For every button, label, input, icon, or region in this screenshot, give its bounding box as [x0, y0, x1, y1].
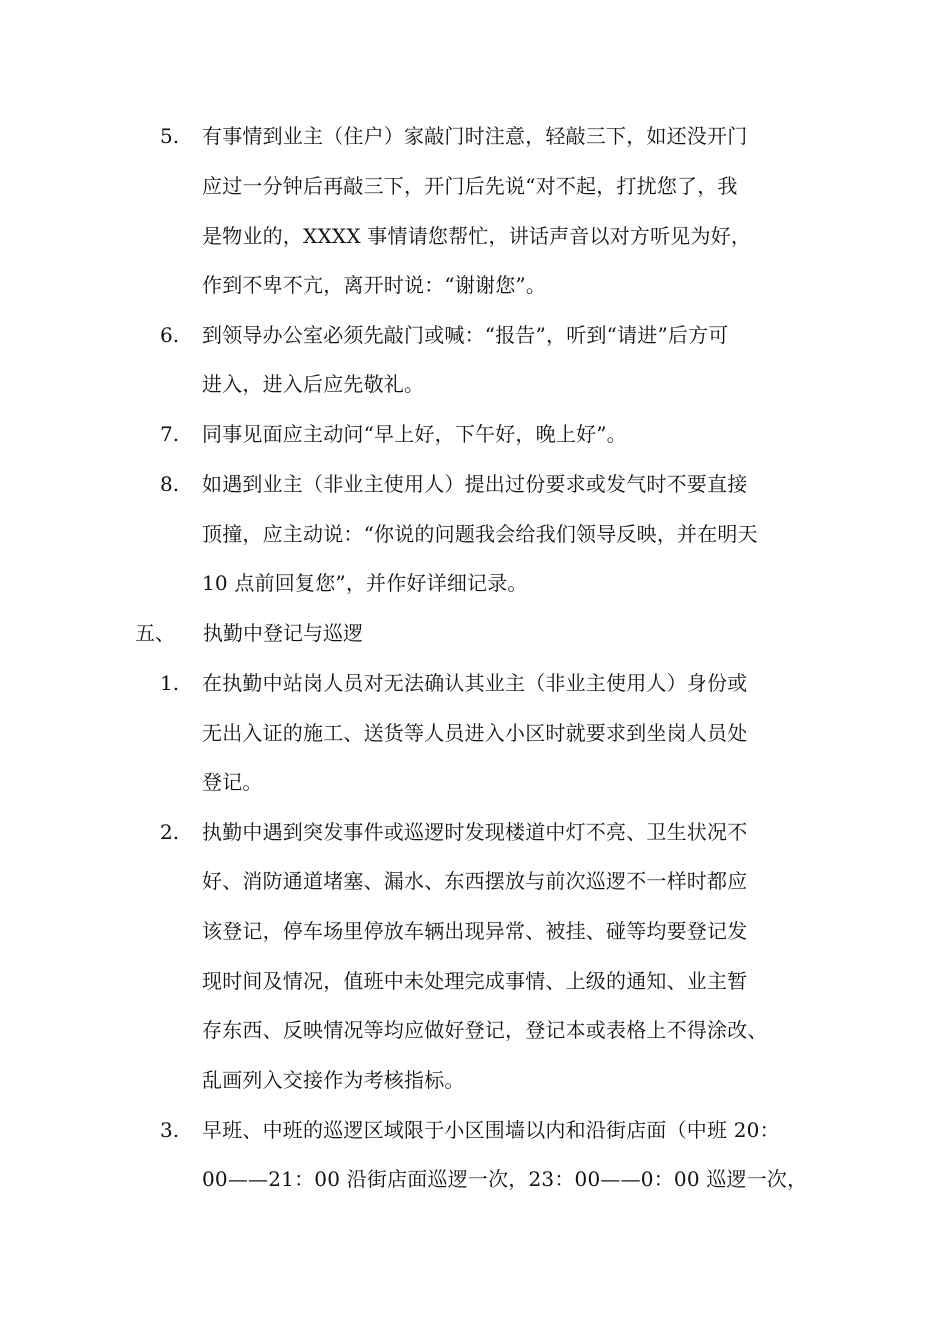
item-number: 6.: [160, 323, 180, 347]
item-text-line: 顶撞，应主动说：“你说的问题我会给我们领导反映，并在明天: [202, 522, 758, 546]
item-text-line: 无出入证的施工、送货等人员进入小区时就要求到坐岗人员处: [202, 721, 748, 745]
item-text-line: 00——21：00 沿街店面巡逻一次，23：00——0：00 巡逻一次，: [202, 1167, 808, 1191]
item-text-line: 如遇到业主（非业主使用人）提出过份要求或发气时不要直接: [202, 472, 748, 496]
item-text-line: 执勤中遇到突发事件或巡逻时发现楼道中灯不亮、卫生状况不: [202, 820, 748, 844]
item-text-line: 10 点前回复您”，并作好详细记录。: [202, 571, 528, 595]
item-number: 7.: [160, 422, 180, 446]
item-text-line: 作到不卑不亢，离开时说：“谢谢您”。: [202, 273, 547, 297]
item-text-line: 有事情到业主（住户）家敲门时注意，轻敲三下，如还没开门: [202, 124, 748, 148]
item-text-line: 好、消防通道堵塞、漏水、东西摆放与前次巡逻不一样时都应: [202, 869, 748, 893]
item-text-line: 早班、中班的巡逻区域限于小区围墙以内和沿街店面（中班 20：: [202, 1118, 780, 1142]
item-text-line: 同事见面应主动问“早上好，下午好，晚上好”。: [202, 422, 627, 446]
item-number: 5.: [160, 124, 180, 148]
item-text-line: 到领导办公室必须先敲门或喊：“报告”，听到“请进”后方可: [202, 323, 729, 347]
item-text-line: 现时间及情况，值班中未处理完成事情、上级的通知、业主暂: [202, 969, 748, 993]
section-number: 五、: [135, 621, 175, 645]
item-number: 1.: [160, 671, 180, 695]
item-text-line: 应过一分钟后再敲三下，开门后先说“对不起，打扰您了，我: [202, 174, 738, 198]
item-text-line: 存东西、反映情况等均应做好登记，登记本或表格上不得涂改、: [202, 1018, 768, 1042]
item-number: 3.: [160, 1118, 180, 1142]
section-title: 执勤中登记与巡逻: [203, 621, 363, 645]
item-text-line: 进入，进入后应先敬礼。: [202, 372, 425, 396]
item-text-line: 乱画列入交接作为考核指标。: [202, 1068, 465, 1092]
item-number: 8.: [160, 472, 180, 496]
item-text-line: 登记。: [202, 770, 263, 794]
item-text-line: 在执勤中站岗人员对无法确认其业主（非业主使用人）身份或: [202, 671, 748, 695]
item-number: 2.: [160, 820, 180, 844]
item-text-line: 该登记，停车场里停放车辆出现异常、被挂、碰等均要登记发: [202, 919, 748, 943]
item-text-line: 是物业的，XXXX 事情请您帮忙，讲话声音以对方听见为好，: [202, 224, 752, 248]
